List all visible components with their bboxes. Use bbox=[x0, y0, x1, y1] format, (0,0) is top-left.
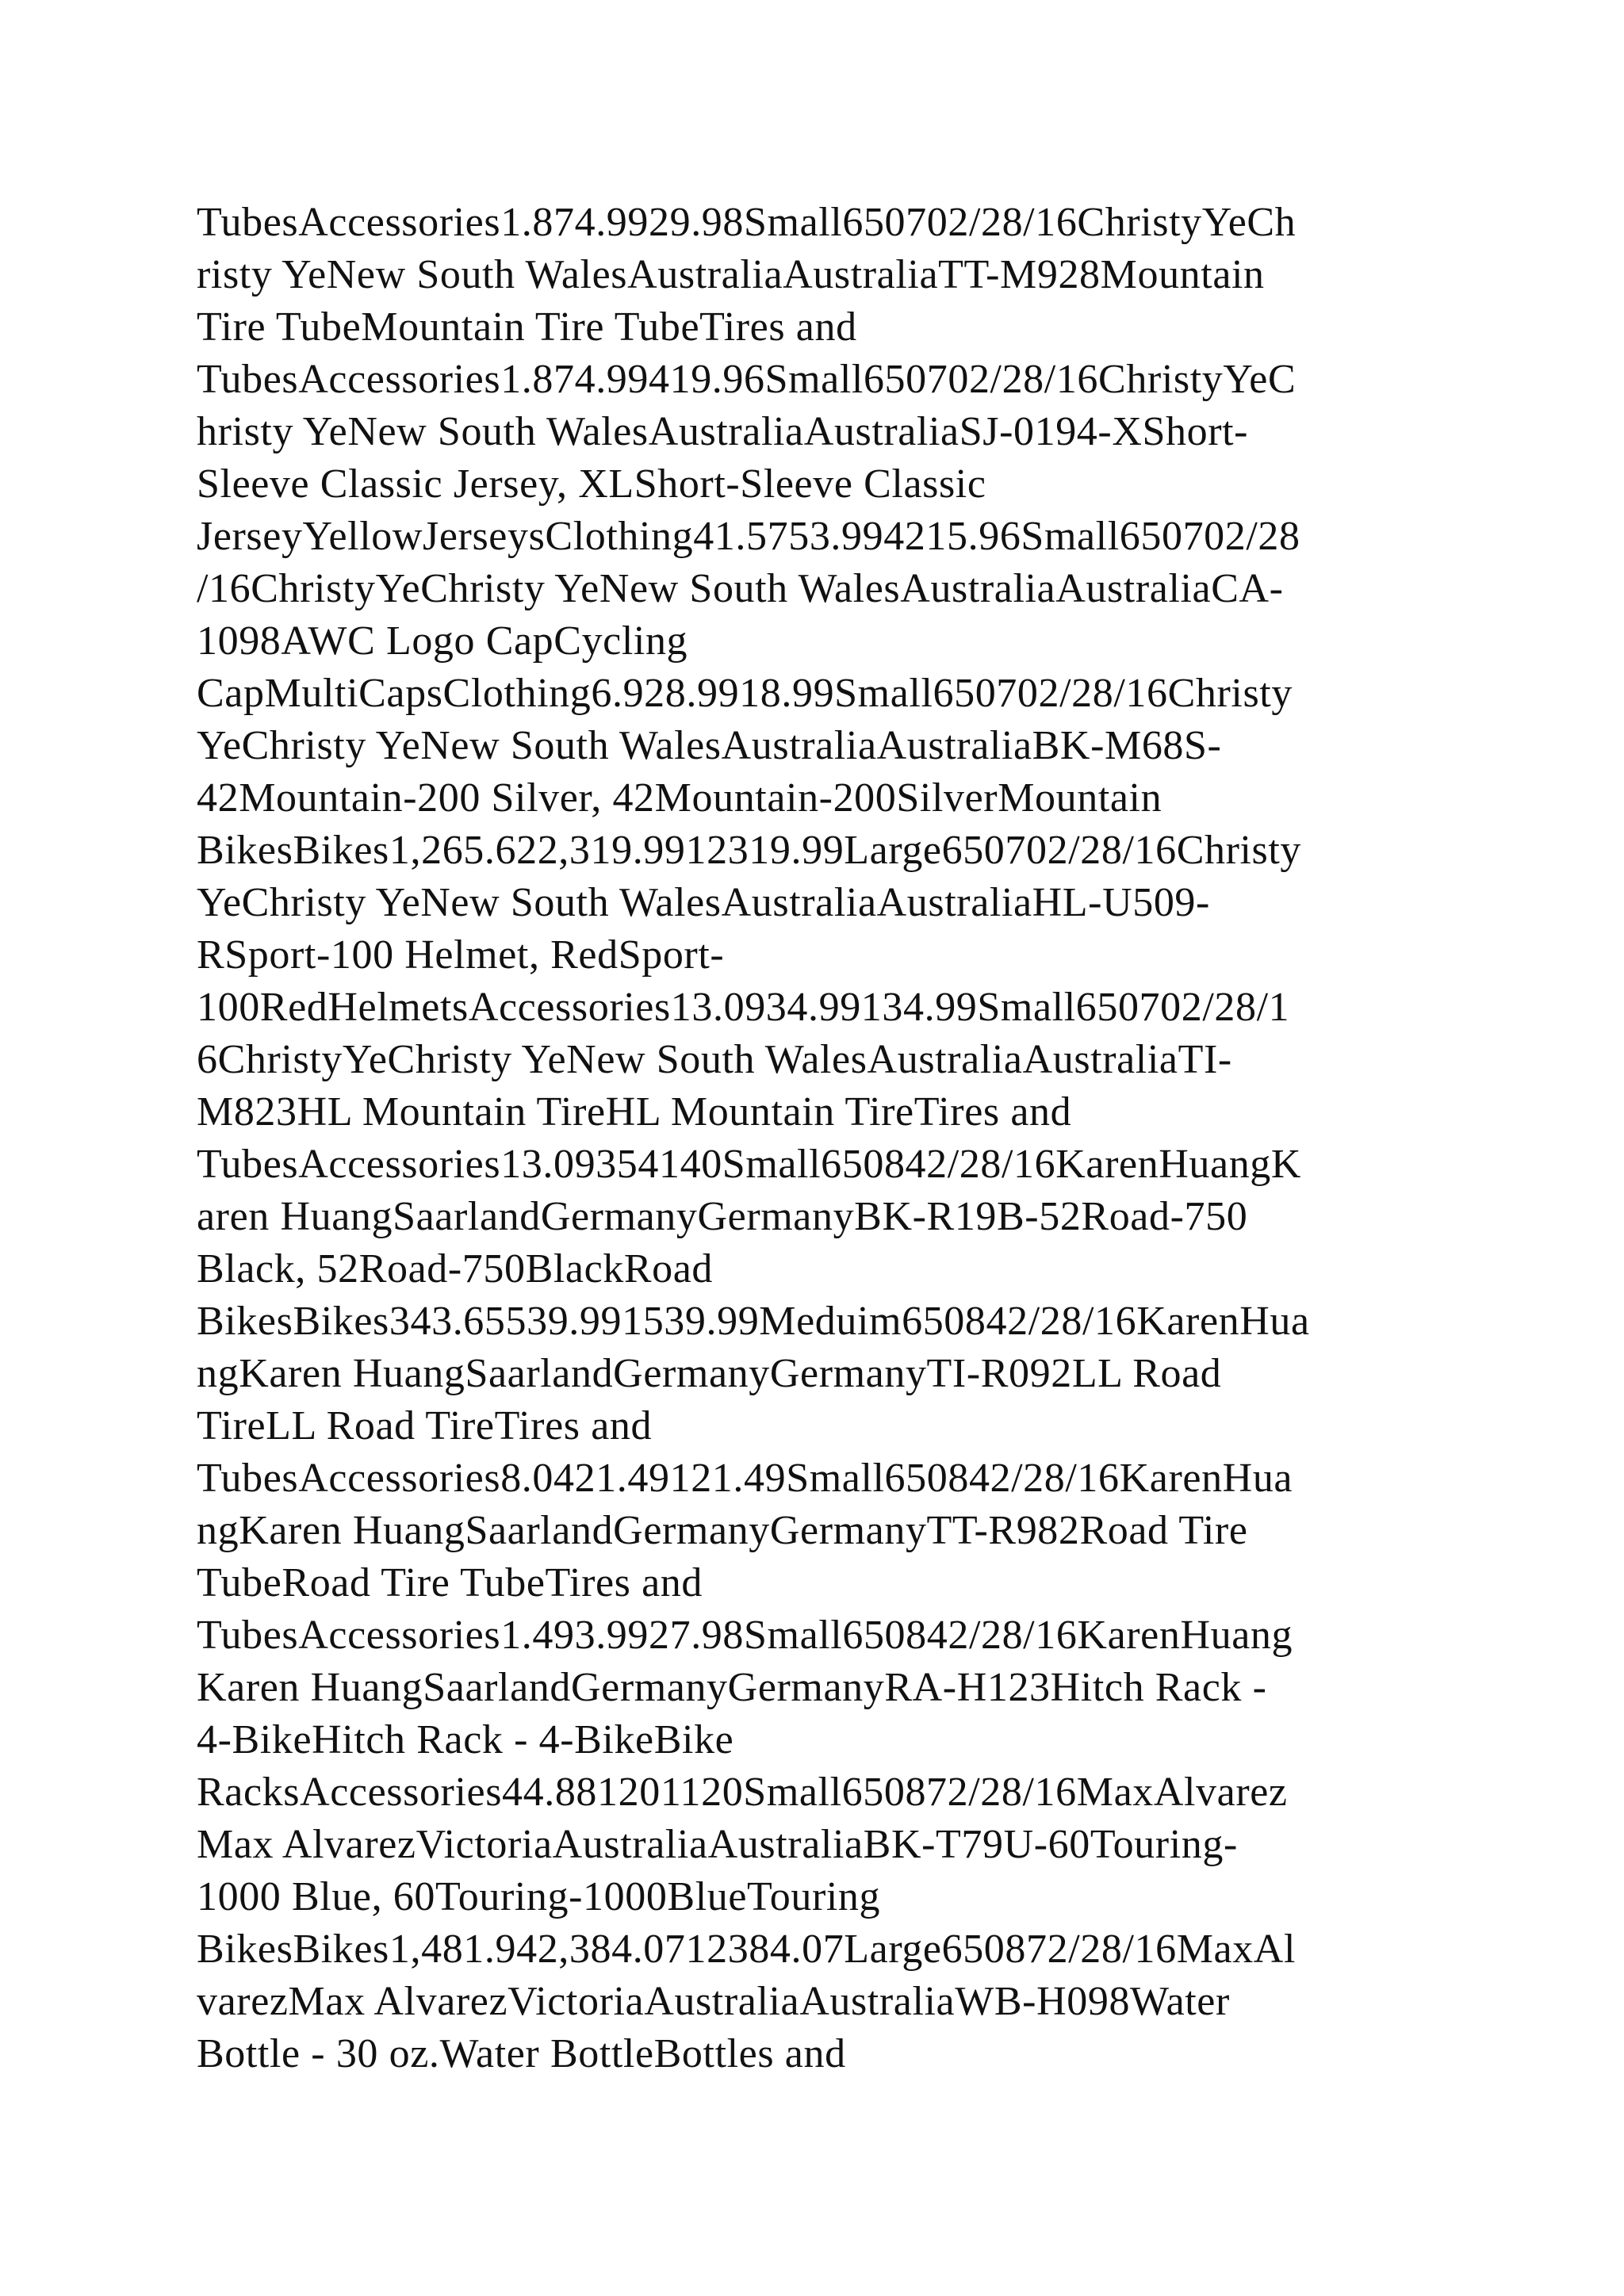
text-line: RSport-100 Helmet, RedSport- bbox=[197, 932, 725, 978]
text-line: 42Mountain-200 Silver, 42Mountain-200SilverMountain bbox=[197, 775, 1162, 821]
text-line: 6ChristyYeChristy YeNew South WalesAustraliaAustraliaTI- bbox=[197, 1037, 1232, 1082]
text-line: Tire TubeMountain Tire TubeTires and bbox=[197, 304, 857, 350]
text-line: TubesAccessories1.493.9927.98Small650842/28/16KarenHuang bbox=[197, 1613, 1293, 1658]
text-line: JerseyYellowJerseysClothing41.5753.994215.96Small650702/28 bbox=[197, 514, 1300, 559]
text-line: CapMultiCapsClothing6.928.9918.99Small650702/28/16Christy bbox=[197, 671, 1293, 716]
text-line: BikesBikes1,265.622,319.9912319.99Large650702/28/16Christy bbox=[197, 828, 1302, 873]
text-line: ngKaren HuangSaarlandGermanyGermanyTT-R982Road Tire bbox=[197, 1508, 1248, 1553]
text-line: TubesAccessories13.09354140Small650842/28/16KarenHuangK bbox=[197, 1142, 1302, 1187]
text-line: Black, 52Road-750BlackRoad bbox=[197, 1246, 714, 1292]
text-line: aren HuangSaarlandGermanyGermanyBK-R19B-52Road-750 bbox=[197, 1194, 1248, 1239]
document-body-text bbox=[197, 197, 1450, 2080]
text-line: 1098AWC Logo CapCycling bbox=[197, 618, 688, 664]
text-line: risty YeNew South WalesAustraliaAustraliaTT-M928Mountain bbox=[197, 252, 1265, 297]
text-line: Max AlvarezVictoriaAustraliaAustraliaBK-T79U-60Touring- bbox=[197, 1822, 1238, 1867]
text-line: hristy YeNew South WalesAustraliaAustraliaSJ-0194-XShort- bbox=[197, 409, 1249, 454]
text-line: ngKaren HuangSaarlandGermanyGermanyTI-R092LL Road bbox=[197, 1351, 1222, 1396]
text-line: BikesBikes1,481.942,384.0712384.07Large650872/28/16MaxAl bbox=[197, 1927, 1297, 1972]
text-line: 4-BikeHitch Rack - 4-BikeBike bbox=[197, 1717, 734, 1762]
text-line: YeChristy YeNew South WalesAustraliaAustraliaHL-U509- bbox=[197, 880, 1210, 925]
text-line: BikesBikes343.65539.991539.99Meduim650842/28/16KarenHua bbox=[197, 1299, 1310, 1344]
text-line: varezMax AlvarezVictoriaAustraliaAustraliaWB-H098Water bbox=[197, 1979, 1230, 2024]
text-line: TubesAccessories8.0421.49121.49Small650842/28/16KarenHua bbox=[197, 1456, 1293, 1501]
text-line: Bottle - 30 oz.Water BottleBottles and bbox=[197, 2031, 846, 2076]
text-line: YeChristy YeNew South WalesAustraliaAustraliaBK-M68S- bbox=[197, 723, 1222, 768]
text-line: 1000 Blue, 60Touring-1000BlueTouring bbox=[197, 1874, 881, 1919]
text-line: TubesAccessories1.874.99419.96Small650702/28/16ChristyYeC bbox=[197, 357, 1297, 402]
text-line: Karen HuangSaarlandGermanyGermanyRA-H123Hitch Rack - bbox=[197, 1665, 1267, 1710]
text-line: /16ChristyYeChristy YeNew South WalesAustraliaAustraliaCA- bbox=[197, 566, 1284, 611]
text-line: 100RedHelmetsAccessories13.0934.99134.99Small650702/28/1 bbox=[197, 985, 1290, 1030]
text-line: TubeRoad Tire TubeTires and bbox=[197, 1560, 703, 1605]
text-line: TireLL Road TireTires and bbox=[197, 1403, 653, 1448]
text-line: M823HL Mountain TireHL Mountain TireTires and bbox=[197, 1089, 1072, 1135]
text-line: Sleeve Classic Jersey, XLShort-Sleeve Classic bbox=[197, 461, 986, 507]
text-line: TubesAccessories1.874.9929.98Small650702/28/16ChristyYeCh bbox=[197, 200, 1297, 245]
text-line: RacksAccessories44.881201120Small650872/28/16MaxAlvarez bbox=[197, 1770, 1288, 1815]
